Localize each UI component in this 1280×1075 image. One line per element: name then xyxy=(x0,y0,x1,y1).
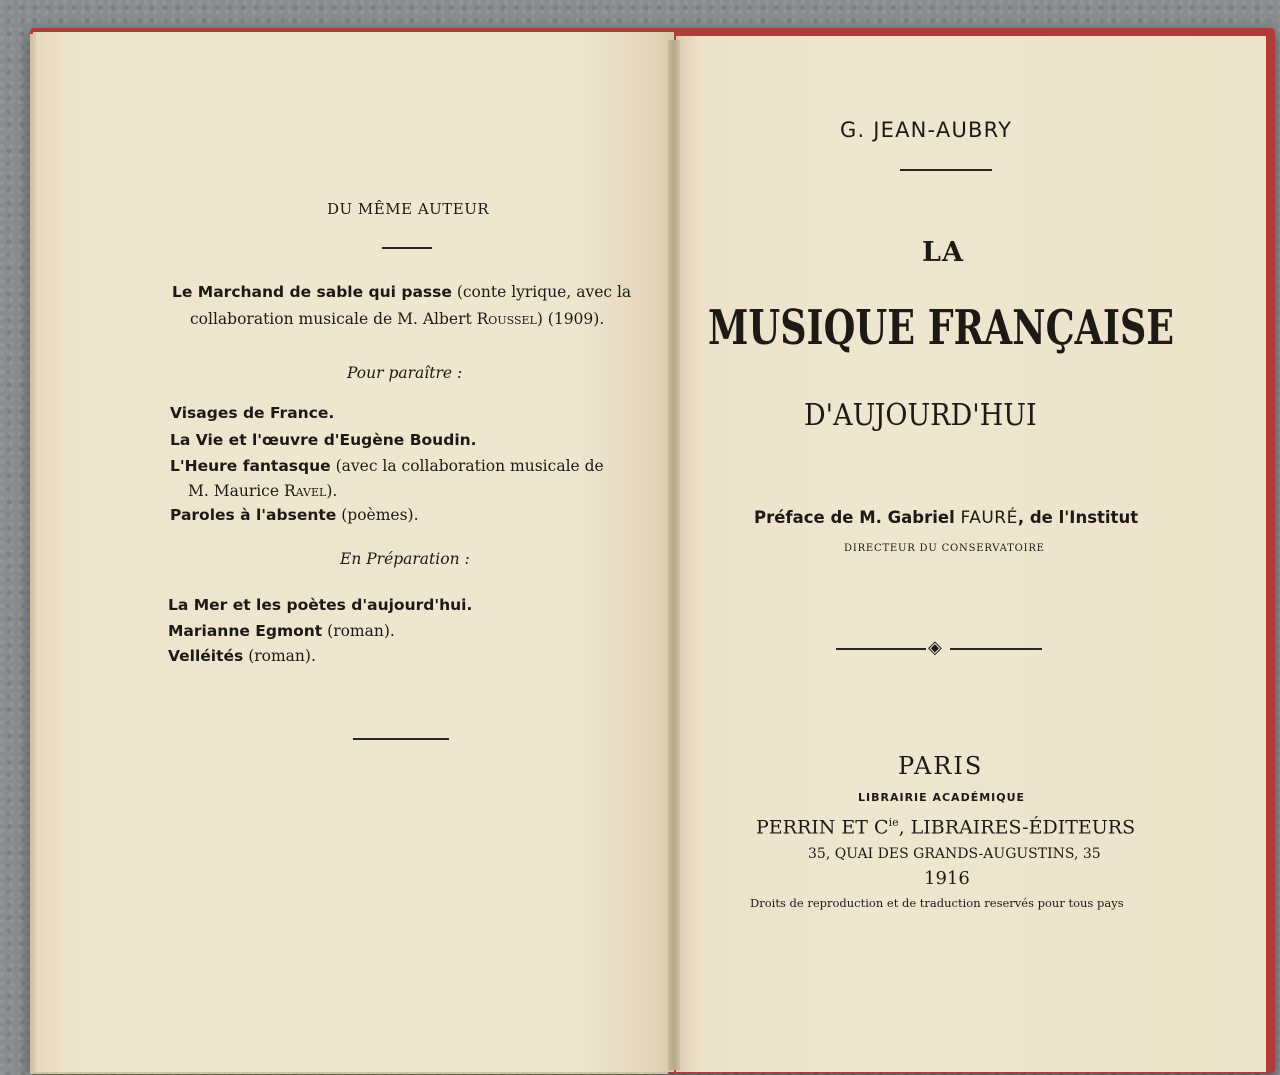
author-rule xyxy=(900,169,992,171)
publisher-name: PERRIN ET C xyxy=(756,816,889,839)
forthcoming-item-3-line2-text: M. Maurice xyxy=(188,482,284,500)
preface-line xyxy=(754,508,1138,528)
preparation-item-2-note: (roman). xyxy=(322,622,395,640)
book-entry-1-line2-text: collaboration musicale de M. Albert xyxy=(190,310,477,328)
preparation-item-3 xyxy=(168,647,316,665)
title-main: MUSIQUE FRANÇAISE xyxy=(708,300,1175,356)
forthcoming-item-2: La Vie et l'œuvre d'Eugène Boudin. xyxy=(170,431,477,449)
publisher-superscript: ie xyxy=(888,816,899,829)
book-entry-1 xyxy=(172,283,631,301)
preface-role: DIRECTEUR DU CONSERVATOIRE xyxy=(844,543,1045,554)
heading-rule xyxy=(382,247,432,249)
also-by-heading: DU MÊME AUTEUR xyxy=(327,200,490,218)
right-page xyxy=(676,36,1266,1072)
imprint-city: PARIS xyxy=(898,752,984,780)
imprint-house: LIBRAIRIE ACADÉMIQUE xyxy=(858,791,1026,804)
collaborator-roussel: Roussel xyxy=(476,310,537,328)
ornament-icon: ◈ xyxy=(928,637,942,658)
forthcoming-heading: Pour paraître : xyxy=(347,364,463,382)
forthcoming-item-3-line2 xyxy=(188,482,337,500)
forthcoming-item-3-line2-end: ). xyxy=(326,482,338,500)
publication-year: 1916 xyxy=(924,868,970,889)
preparation-item-3-note: (roman). xyxy=(243,647,316,665)
title-line-la: LA xyxy=(922,237,964,268)
left-page-end-rule xyxy=(353,738,449,740)
title-subline: D'AUJOURD'HUI xyxy=(804,398,1037,433)
forthcoming-item-3-note: (avec la collaboration musicale de xyxy=(330,457,604,475)
preparation-item-2-title: Marianne Egmont xyxy=(168,622,323,640)
publisher-address: 35, QUAI DES GRANDS-AUGUSTINS, 35 xyxy=(808,846,1101,862)
rights-notice: Droits de reproduction et de traduction reservés pour tous pays xyxy=(750,896,1124,910)
preparation-item-2 xyxy=(168,622,395,640)
book-entry-1-title: Le Marchand de sable qui passe xyxy=(172,283,452,301)
book-entry-1-note: (conte lyrique, avec la xyxy=(451,283,632,301)
book-gutter xyxy=(668,40,680,1070)
forthcoming-item-4-note: (poèmes). xyxy=(336,506,419,524)
book-entry-1-line2 xyxy=(190,310,604,328)
in-preparation-heading: En Préparation : xyxy=(340,550,470,568)
forthcoming-item-4 xyxy=(170,506,419,524)
preparation-item-3-title: Velléités xyxy=(168,647,244,665)
forthcoming-item-3-title: L'Heure fantasque xyxy=(170,457,331,475)
preface-institut: , de l'Institut xyxy=(1017,508,1139,527)
ornament-rule-right xyxy=(950,648,1042,650)
collaborator-ravel: Ravel xyxy=(283,482,327,500)
forthcoming-item-3 xyxy=(170,457,604,475)
forthcoming-item-4-title: Paroles à l'absente xyxy=(170,506,337,524)
ornament-rule-left xyxy=(836,648,926,650)
forthcoming-item-1: Visages de France. xyxy=(170,404,335,422)
preparation-item-1: La Mer et les poètes d'aujourd'hui. xyxy=(168,596,473,614)
publisher-role: , LIBRAIRES-ÉDITEURS xyxy=(898,816,1136,839)
publisher-line xyxy=(756,816,1135,838)
author-name: G. JEAN-AUBRY xyxy=(840,118,1013,142)
preface-faure: FAURÉ xyxy=(960,508,1018,528)
preface-text: Préface de M. Gabriel xyxy=(754,508,961,527)
book-entry-1-year: ) (1909). xyxy=(536,310,605,328)
